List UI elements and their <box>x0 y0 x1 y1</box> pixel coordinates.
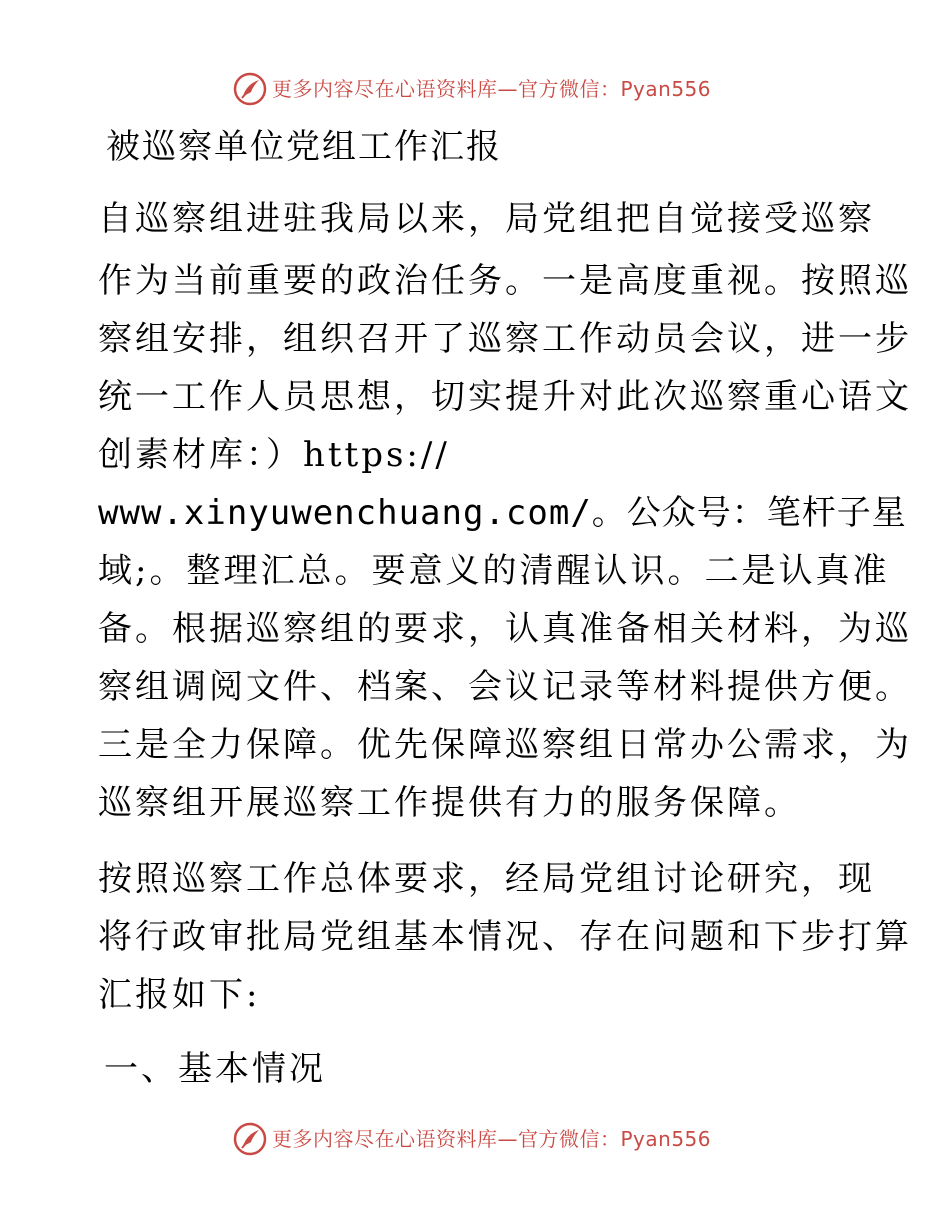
paragraph-line: 备。根据巡察组的要求，认真准备相关材料，为巡 <box>98 609 912 649</box>
banner-text: 更多内容尽在心语资料库—官方微信：Pyan556 <box>272 1127 712 1151</box>
paragraph-line: 自巡察组进驻我局以来，局党组把自觉接受巡察 <box>98 199 875 239</box>
paragraph-line: 察组安排，组织召开了巡察工作动员会议，进一步 <box>98 319 912 359</box>
paragraph-line: 统一工作人员思想，切实提升对此次巡察重心语文 <box>98 377 912 417</box>
paragraph-line: 域;。整理汇总。要意义的清醒认识。二是认真准 <box>98 551 890 591</box>
paragraph-line: 按照巡察工作总体要求，经局党组讨论研究，现 <box>98 859 875 899</box>
document-title: 被巡察单位党组工作汇报 <box>106 127 502 167</box>
paragraph-line: www.xinyuwenchuang.com/。公众号：笔杆子星 <box>98 493 907 533</box>
quill-pen-logo-icon <box>233 1122 267 1156</box>
header-banner <box>0 70 950 110</box>
paragraph-line: 巡察组开展巡察工作提供有力的服务保障。 <box>98 783 801 823</box>
footer-banner <box>0 1120 950 1160</box>
quill-pen-logo-icon <box>233 72 267 106</box>
section-heading: 一、基本情况 <box>104 1049 326 1089</box>
paragraph-line: 创素材库：）https:// <box>98 435 450 475</box>
paragraph-line: 将行政审批局党组基本情况、存在问题和下步打算 <box>98 917 912 957</box>
paragraph-line: 三是全力保障。优先保障巡察组日常办公需求，为 <box>98 725 912 765</box>
paragraph-line: 汇报如下: <box>98 975 261 1015</box>
paragraph-line: 作为当前重要的政治任务。一是高度重视。按照巡 <box>98 261 912 301</box>
paragraph-line: 察组调阅文件、档案、会议记录等材料提供方便。 <box>98 667 912 707</box>
banner-text: 更多内容尽在心语资料库—官方微信：Pyan556 <box>272 77 712 101</box>
